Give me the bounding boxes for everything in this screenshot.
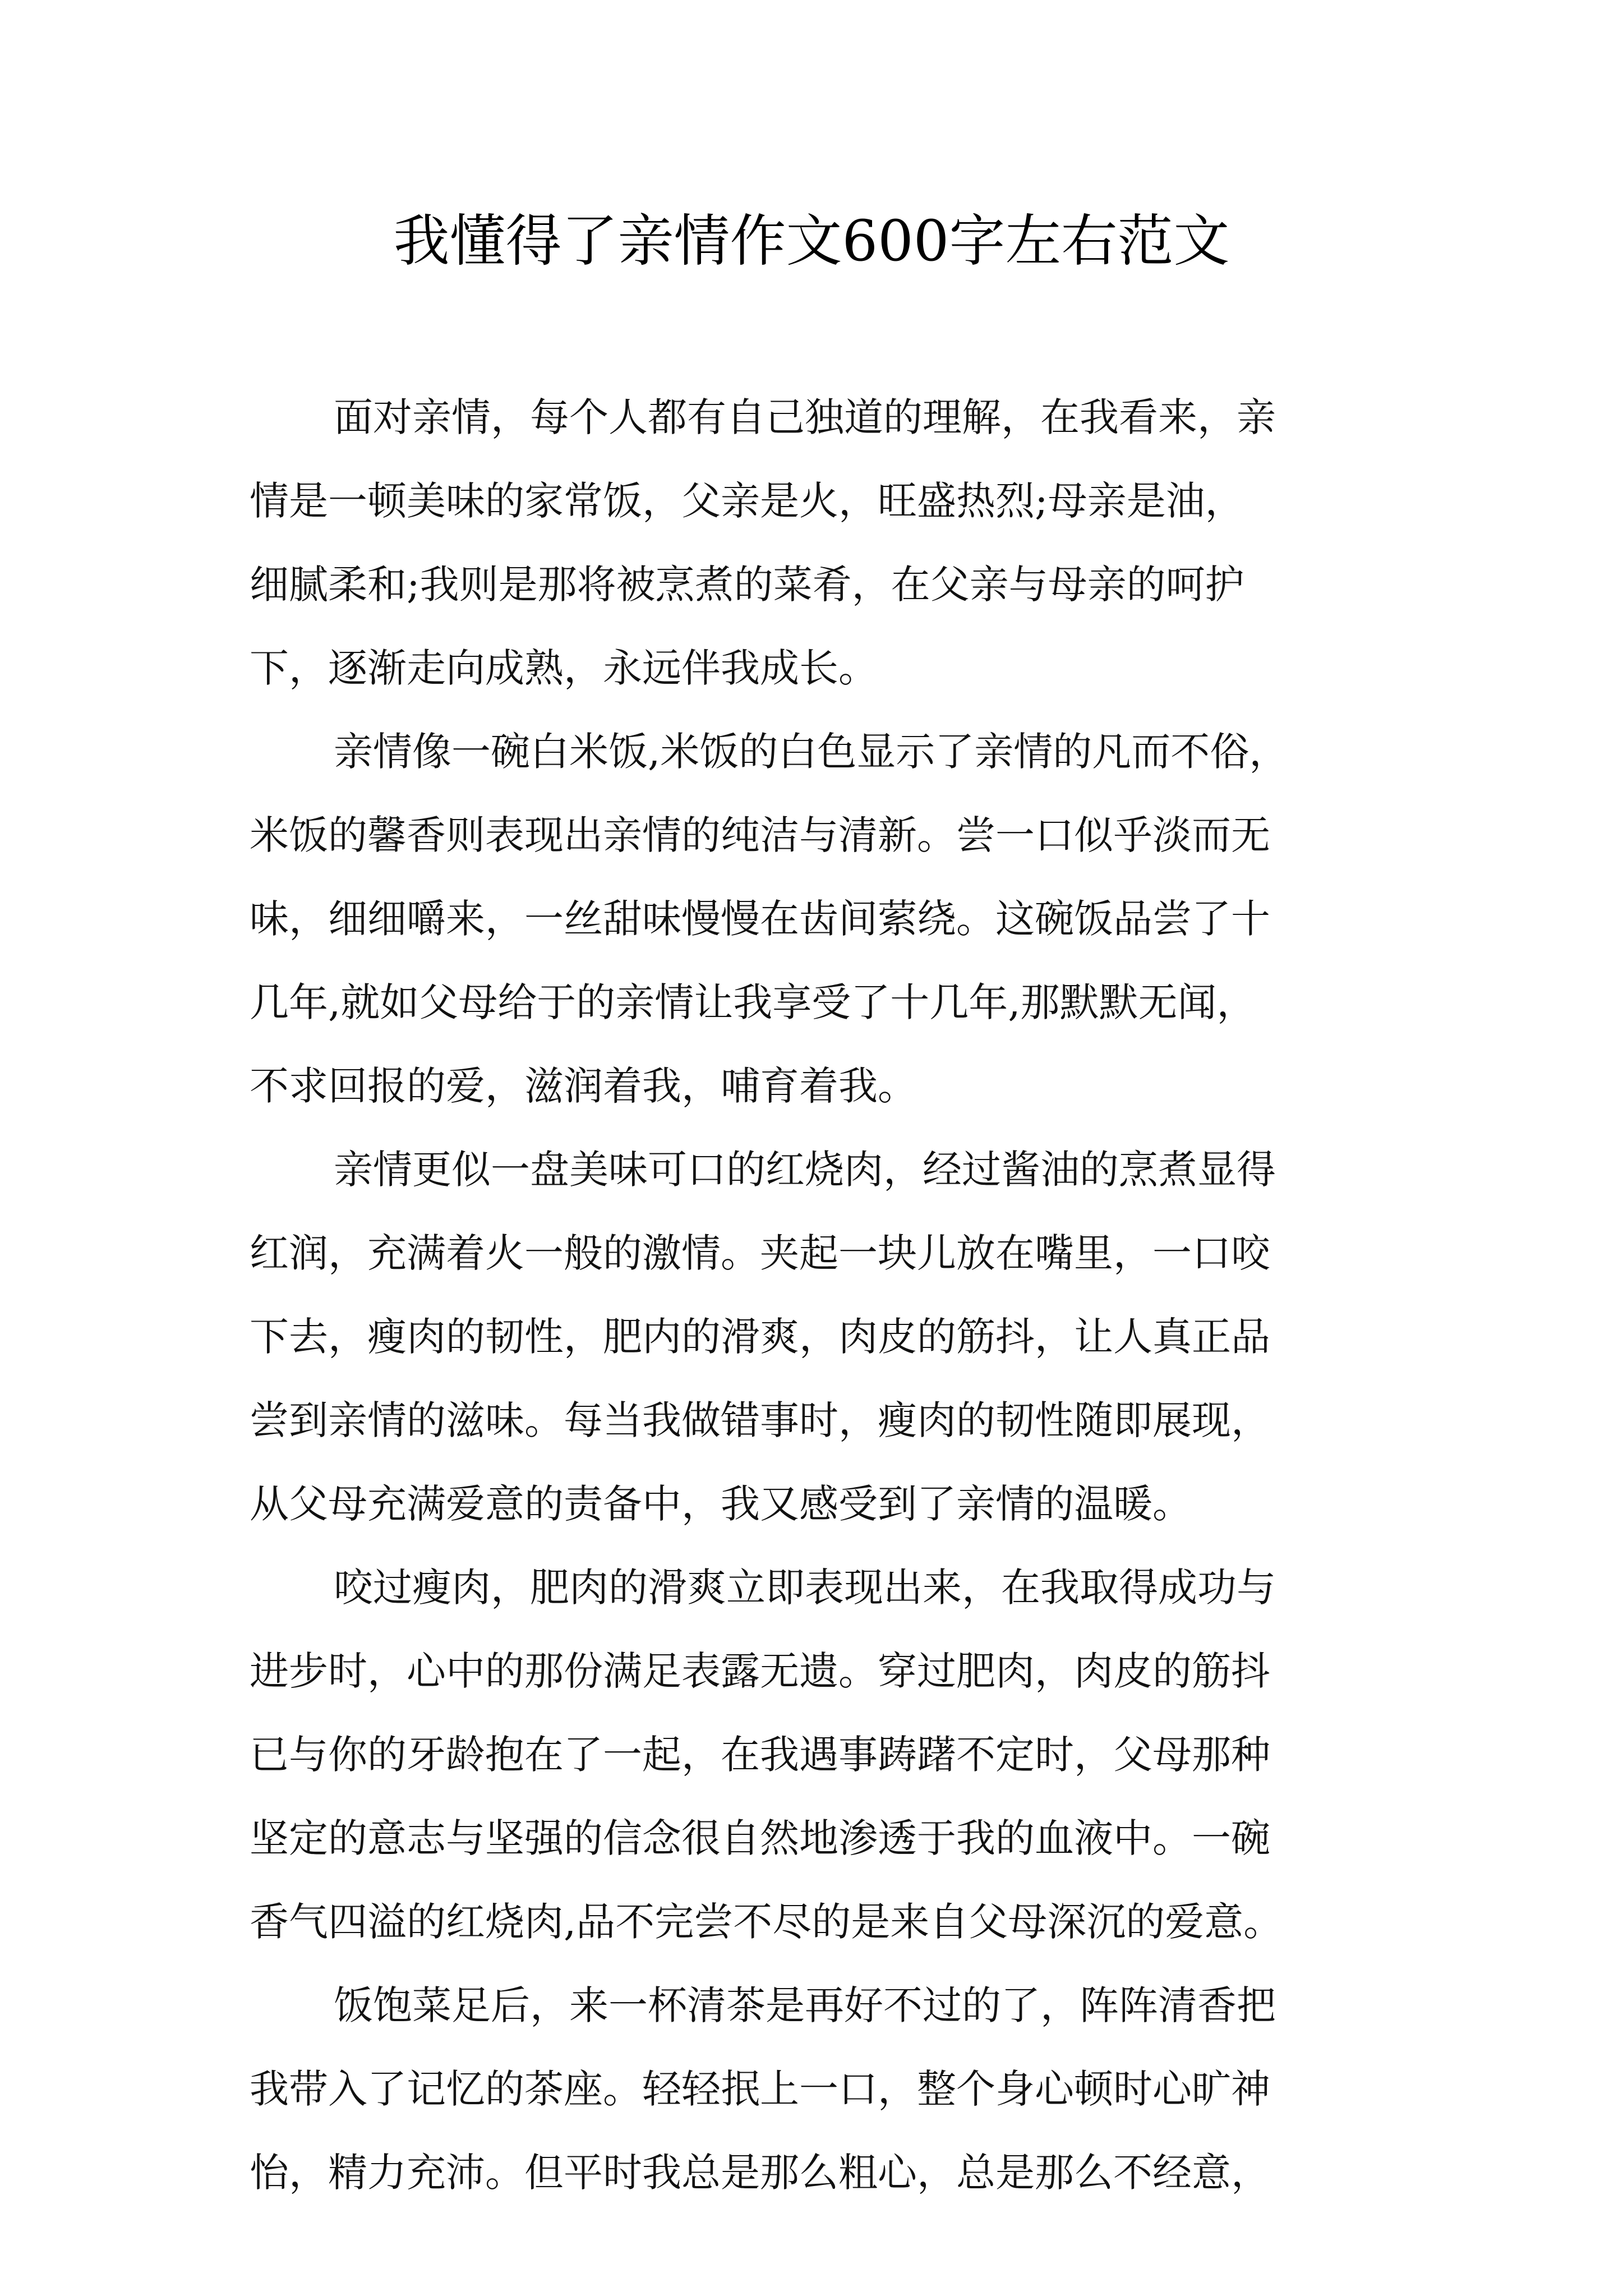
text-line: 饭饱菜足后，来一杯清茶是再好不过的了，阵阵清香把 [334,1982,1276,2028]
text-line: 已与你的牙龄抱在了一起，在我遇事踌躇不定时，父母那种 [250,1732,1270,1778]
text-line: 香气四溢的红烧肉,品不完尝不尽的是来自父母深沉的爱意。 [250,1899,1283,1945]
text-line: 我带入了记忆的茶座。轻轻抿上一口，整个身心顿时心旷神 [250,2066,1270,2112]
text-line: 不求回报的爱，滋润着我，哺育着我。 [250,1063,917,1109]
text-line: 坚定的意志与坚强的信念很自然地渗透于我的血液中。一碗 [250,1815,1270,1861]
text-line: 红润，充满着火一般的激情。夹起一块儿放在嘴里，一口咬 [250,1230,1270,1276]
text-line: 咬过瘦肉，肥肉的滑爽立即表现出来，在我取得成功与 [334,1565,1276,1611]
text-line: 怡，精力充沛。但平时我总是那么粗心，总是那么不经意， [250,2150,1270,2196]
document-title: 我懂得了亲情作文600字左右范文 [393,208,1230,274]
text-line: 细腻柔和;我则是那将被烹煮的菜肴，在父亲与母亲的呵护 [250,562,1244,608]
text-line: 几年,就如父母给于的亲情让我享受了十几年,那默默无闻， [250,979,1256,1025]
text-line: 亲情像一碗白米饭,米饭的白色显示了亲情的凡而不俗， [334,729,1289,775]
text-line: 下，逐渐走向成熟，永远伴我成长。 [250,645,878,691]
text-line: 米饭的馨香则表现出亲情的纯洁与清新。尝一口似乎淡而无 [250,812,1270,858]
text-line: 面对亲情，每个人都有自己独道的理解，在我看来，亲 [334,394,1276,440]
text-line: 味，细细嚼来，一丝甜味慢慢在齿间萦绕。这碗饭品尝了十 [250,896,1270,942]
text-line: 进步时，心中的那份满足表露无遗。穿过肥肉，肉皮的筋抖 [250,1648,1270,1694]
document-body [250,376,1394,2215]
text-line: 亲情更似一盘美味可口的红烧肉，经过酱油的烹煮显得 [334,1147,1276,1193]
text-line: 从父母充满爱意的责备中，我又感受到了亲情的温暖。 [250,1481,1192,1527]
text-line: 下去，瘦肉的韧性，肥内的滑爽，肉皮的筋抖，让人真正品 [250,1314,1270,1360]
text-line: 情是一顿美味的家常饭，父亲是火，旺盛热烈;母亲是油， [250,478,1244,524]
text-line: 尝到亲情的滋味。每当我做错事时，瘦肉的韧性随即展现， [250,1397,1270,1443]
